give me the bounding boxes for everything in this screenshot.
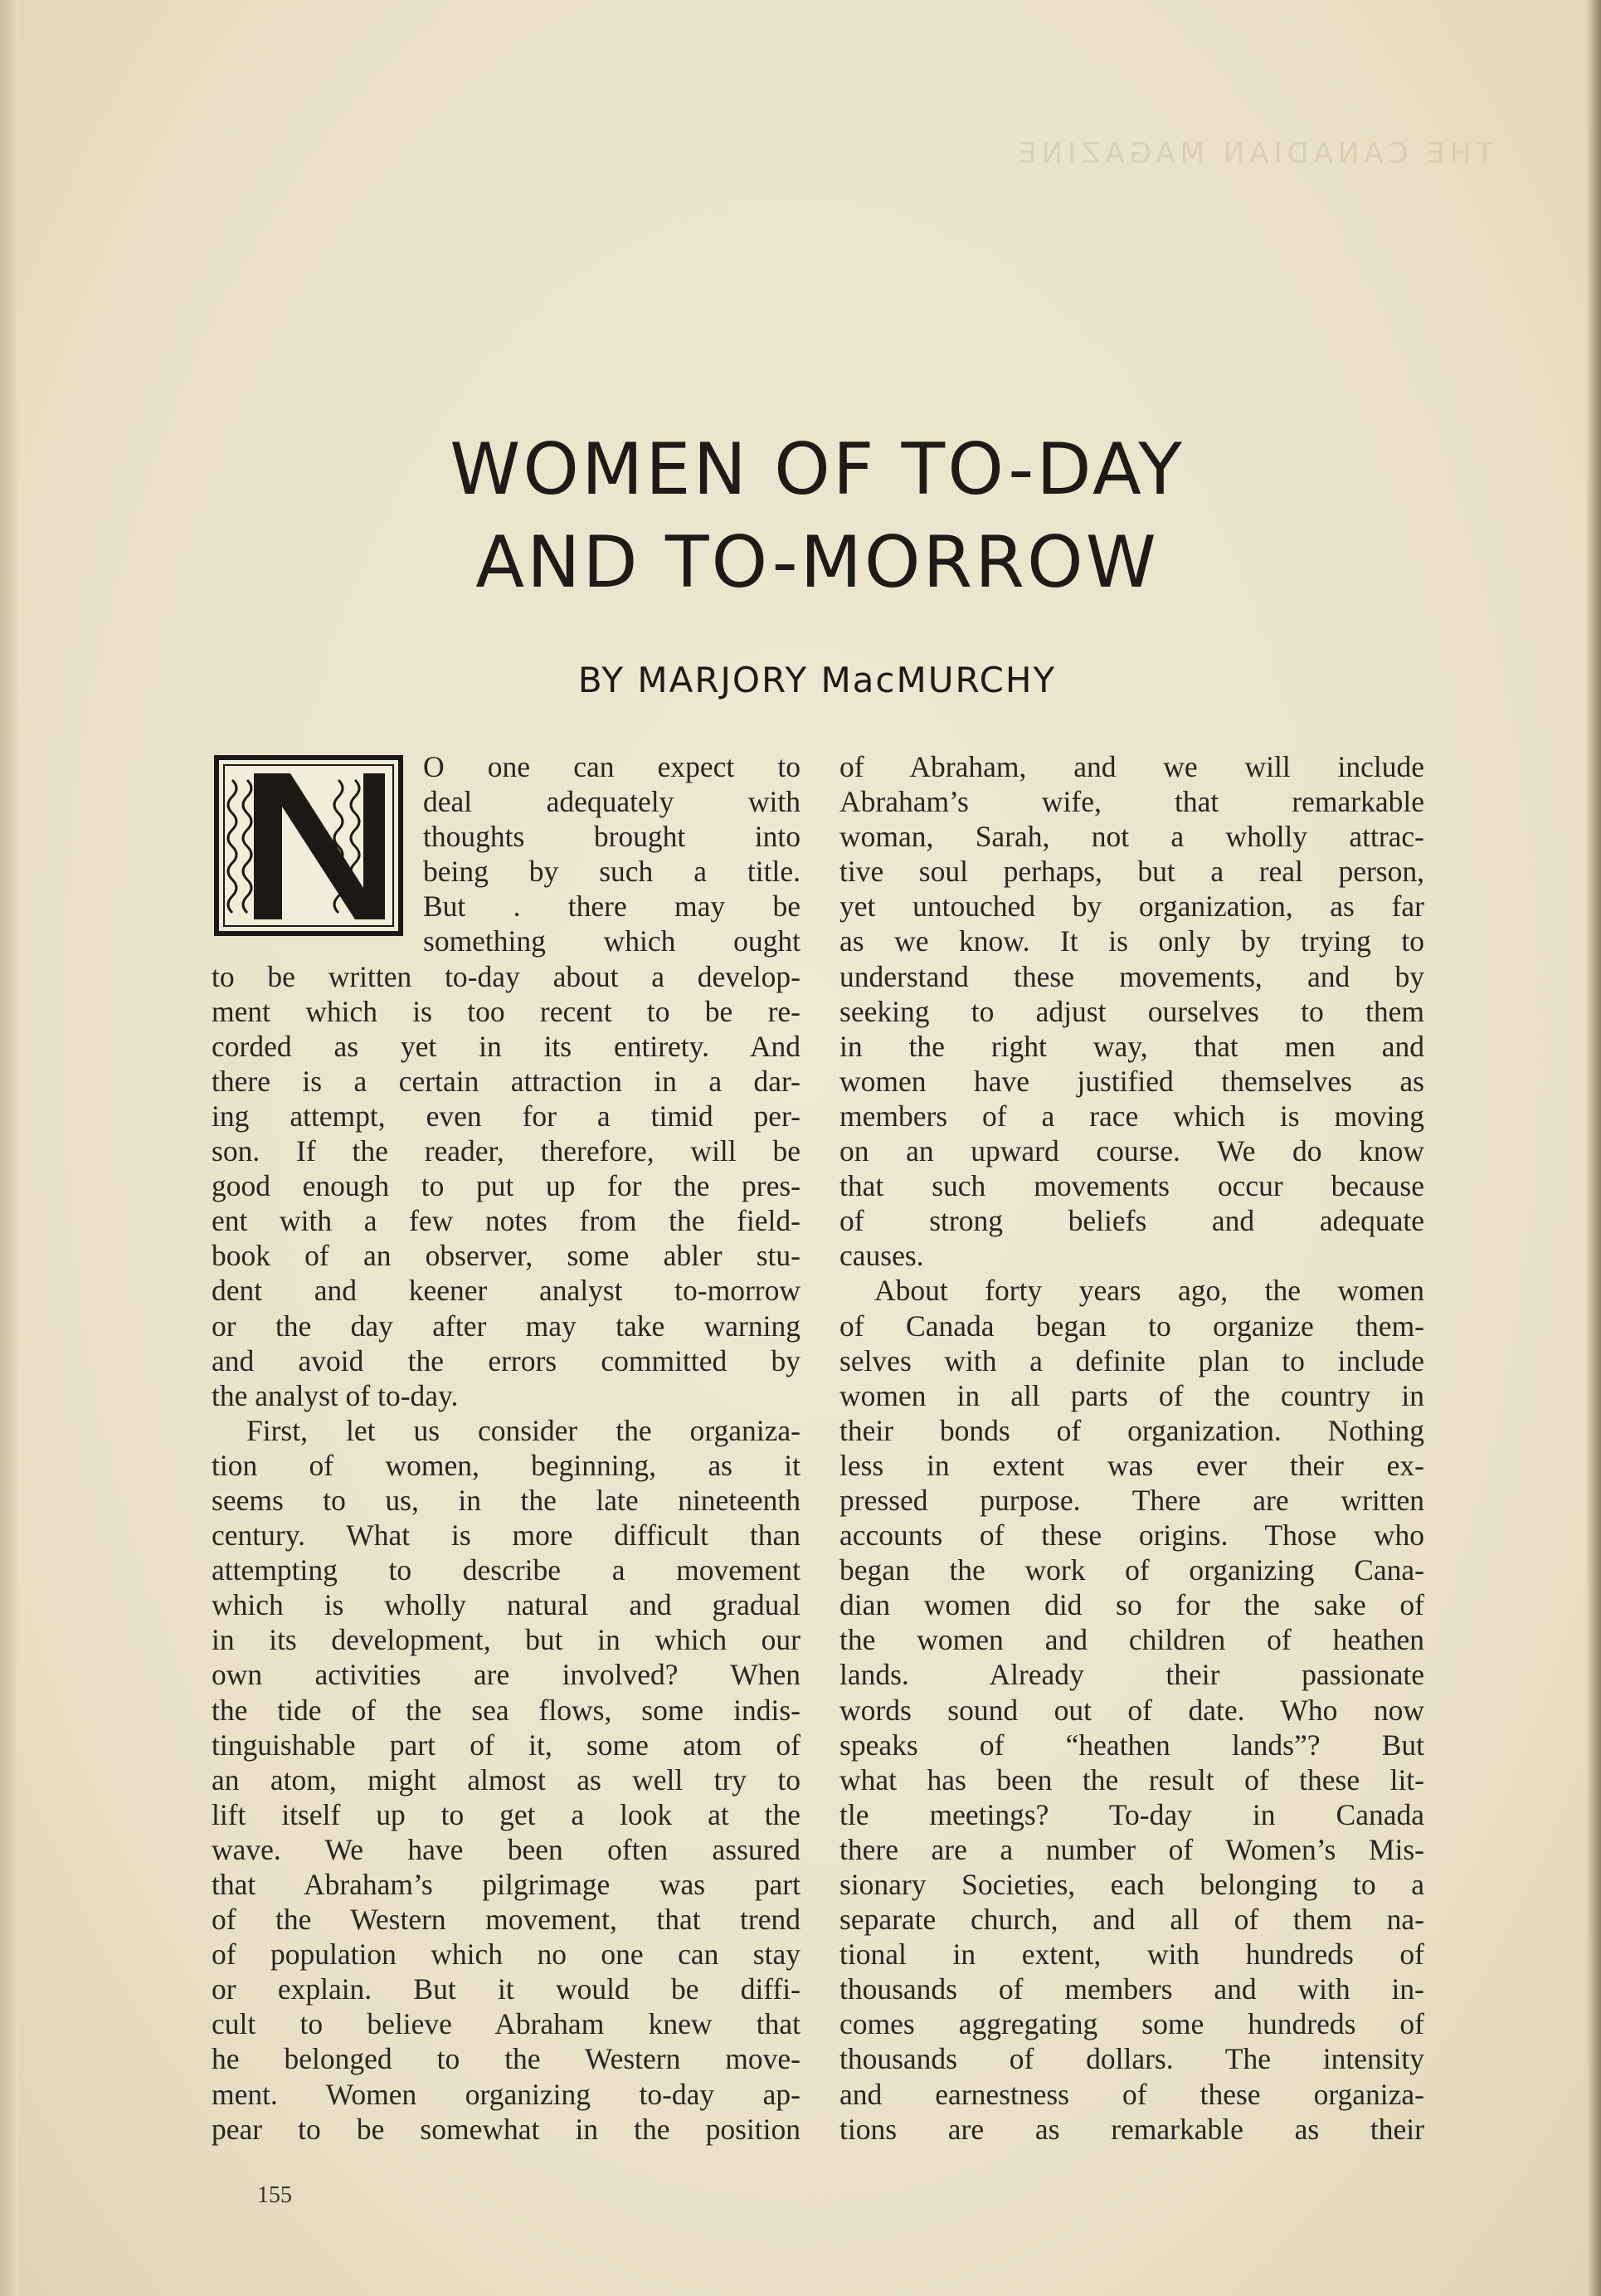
text-line: being by such a title. (423, 855, 800, 889)
text-line: thoughts brought into (423, 820, 800, 854)
text-line: tional in extent, with hundreds of (839, 1938, 1424, 1972)
text-line: pear to be somewhat in the position (212, 2112, 800, 2146)
text-line: deal adequately with (423, 785, 800, 819)
text-line: selves with a definite plan to include (839, 1343, 1424, 1377)
text-line: the tide of the sea flows, some indis- (212, 1693, 800, 1727)
text-line: women in all parts of the country in (839, 1378, 1424, 1412)
text-line: what has been the result of these lit- (839, 1762, 1424, 1796)
bleed-through-text: THE CANADIAN MAGAZINE (1014, 137, 1493, 170)
text-line: yet untouched by organization, as far (839, 890, 1424, 924)
text-line: of strong beliefs and adequate (839, 1204, 1424, 1238)
text-line: causes. (839, 1239, 924, 1273)
text-line: that such movements occur because (839, 1169, 1424, 1203)
text-line: accounts of these origins. Those who (839, 1518, 1424, 1553)
page-spine-shadow (0, 0, 18, 2296)
text-line: thousands of dollars. The intensity (839, 2042, 1424, 2076)
text-line: O one can expect to (423, 750, 800, 783)
text-line: to be written to-day about a develop- (212, 959, 800, 993)
text-line: their bonds of organization. Nothing (839, 1413, 1424, 1447)
text-line: there is a certain attraction in a dar- (212, 1064, 800, 1098)
text-line: woman, Sarah, not a wholly attrac- (839, 820, 1424, 854)
text-line: or the day after may take warning (212, 1309, 800, 1343)
text-line: About forty years ago, the women (874, 1274, 1424, 1308)
text-line: tive soul perhaps, but a real person, (839, 855, 1424, 889)
text-line: words sound out of date. Who now (839, 1693, 1424, 1727)
text-line: tions are as remarkable as their (839, 2112, 1424, 2146)
text-line: dian women did so for the sake of (839, 1588, 1424, 1622)
text-line: seems to us, in the late nineteenth (212, 1483, 800, 1517)
text-line: First, let us consider the organiza- (246, 1413, 800, 1447)
text-line: and avoid the errors committed by (212, 1343, 800, 1377)
text-line: ment which is too recent to be re- (212, 994, 800, 1028)
text-line: lands. Already their passionate (839, 1658, 1424, 1692)
text-line: cult to believe Abraham knew that (212, 2007, 800, 2041)
text-line: century. What is more difficult than (212, 1518, 800, 1553)
text-line: or explain. But it would be diffi- (212, 1972, 800, 2006)
text-line: good enough to put up for the pres- (212, 1169, 800, 1203)
text-line: tion of women, beginning, as it (212, 1448, 800, 1482)
text-line: members of a race which is moving (839, 1099, 1424, 1133)
text-line: wave. We have been often assured (212, 1832, 800, 1866)
text-line: comes aggregating some hundreds of (839, 2007, 1424, 2041)
text-line: sionary Societies, each belonging to a (839, 1868, 1424, 1901)
text-line: pressed purpose. There are written (839, 1483, 1424, 1517)
byline: BY MARJORY MacMURCHY (577, 660, 1057, 700)
text-line: thousands of members and with in- (839, 1972, 1424, 2006)
text-line: there are a number of Women’s Mis- (839, 1832, 1424, 1866)
page-number: 155 (257, 2182, 292, 2208)
title-line-2: AND TO-MORROW (475, 521, 1159, 604)
text-line: ing attempt, even for a timid per- (212, 1099, 800, 1133)
text-line: understand these movements, and by (839, 959, 1424, 993)
text-line: seeking to adjust ourselves to them (839, 994, 1424, 1028)
text-line: began the work of organizing Cana- (839, 1553, 1424, 1587)
text-line: of the Western movement, that trend (212, 1903, 800, 1937)
text-line: But . there may be (423, 890, 800, 924)
text-line: he belonged to the Western move- (212, 2042, 800, 2076)
text-line: that Abraham’s pilgrimage was part (212, 1868, 800, 1901)
text-line: corded as yet in its entirety. And (212, 1029, 800, 1063)
page-edge-shadow (1586, 0, 1601, 2296)
text-line: book of an observer, some abler stu- (212, 1239, 800, 1273)
title-line-1: WOMEN OF TO-DAY (450, 428, 1185, 511)
text-line: in the right way, that men and (839, 1029, 1424, 1063)
text-line: dent and keener analyst to-morrow (212, 1274, 800, 1308)
text-line: son. If the reader, therefore, will be (212, 1134, 800, 1168)
text-line: as we know. It is only by trying to (839, 924, 1424, 958)
text-line: ent with a few notes from the field- (212, 1204, 800, 1238)
text-line: own activities are involved? When (212, 1658, 800, 1692)
text-line: the women and children of heathen (839, 1623, 1424, 1657)
text-line: attempting to describe a movement (212, 1553, 800, 1587)
text-line: women have justified themselves as (839, 1064, 1424, 1098)
text-line: Abraham’s wife, that remarkable (839, 785, 1424, 819)
text-line: tinguishable part of it, some atom of (212, 1728, 800, 1762)
article-title (166, 423, 1468, 609)
text-line: tle meetings? To-day in Canada (839, 1797, 1424, 1831)
text-column-right (839, 749, 1424, 2147)
text-line: speaks of “heathen lands”? But (839, 1728, 1424, 1762)
text-line: an atom, might almost as well try to (212, 1762, 800, 1796)
text-line: the analyst of to-day. (212, 1378, 459, 1412)
text-line: something which ought (423, 924, 800, 958)
text-line: lift itself up to get a look at the (212, 1797, 800, 1831)
text-line: and earnestness of these organiza- (839, 2077, 1424, 2111)
text-line: less in extent was ever their ex- (839, 1448, 1424, 1482)
text-line: ment. Women organizing to-day ap- (212, 2077, 800, 2111)
text-line: which is wholly natural and gradual (212, 1588, 800, 1622)
text-column-left (212, 749, 800, 2147)
text-line: of Abraham, and we will include (839, 750, 1424, 783)
text-line: separate church, and all of them na- (839, 1903, 1424, 1937)
text-line: of population which no one can stay (212, 1938, 800, 1972)
text-line: in its development, but in which our (212, 1623, 800, 1657)
text-line: on an upward course. We do know (839, 1134, 1424, 1168)
text-line: of Canada began to organize them- (839, 1309, 1424, 1343)
